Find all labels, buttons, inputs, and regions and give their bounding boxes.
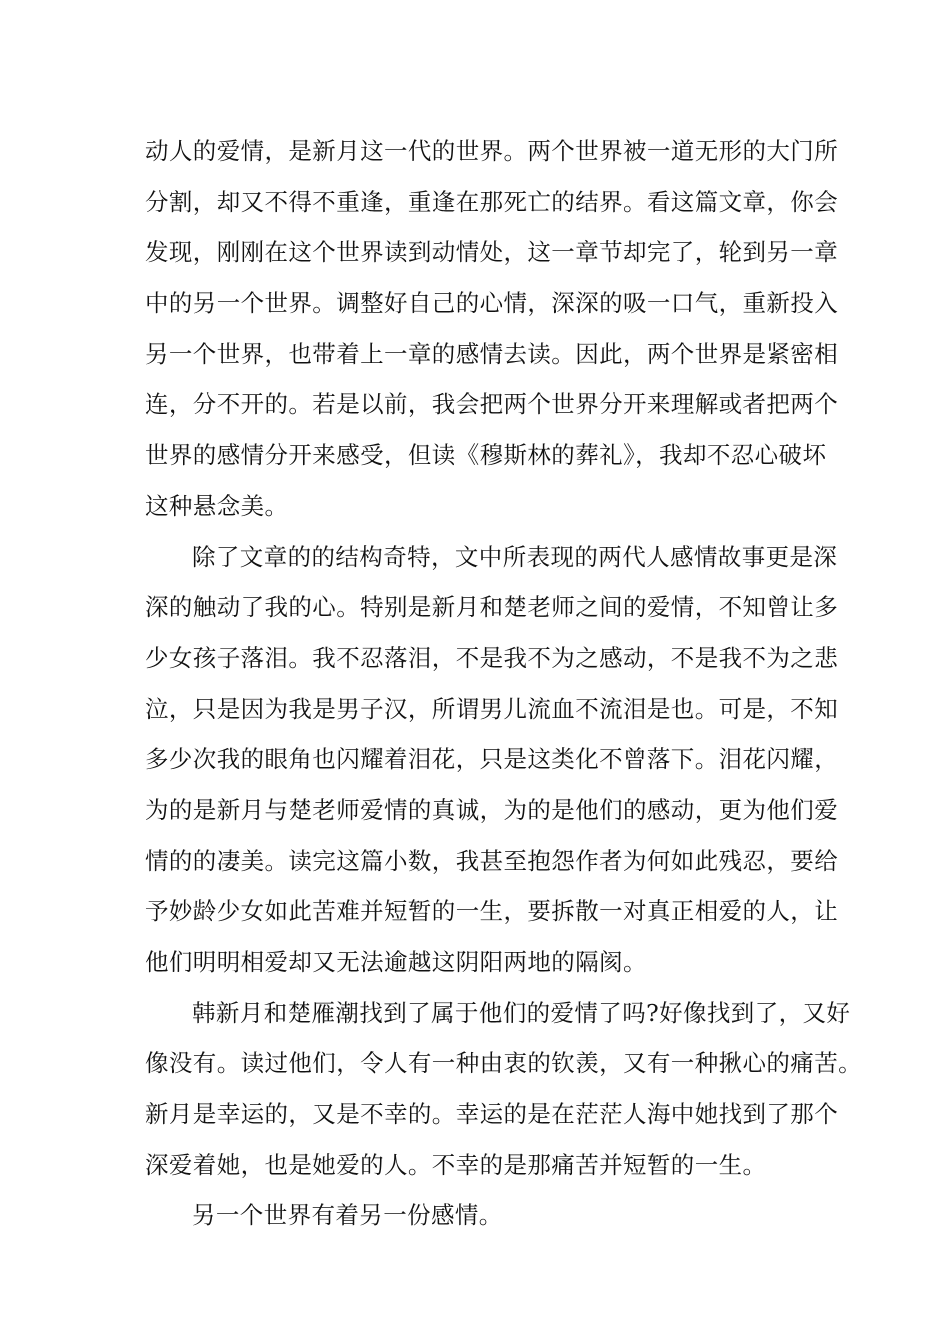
- paragraph-3: [145, 988, 862, 1191]
- text-line: 少女孩子落泪。我不忍落泪，不是我不为之感动，不是我不为之悲: [145, 643, 839, 672]
- text-line: 除了文章的的结构奇特，文中所表现的两代人感情故事更是深: [192, 542, 838, 571]
- text-line: 中的另一个世界。调整好自己的心情，深深的吸一口气，重新投入: [145, 289, 839, 318]
- text-line: 世界的感情分开来感受，但读《穆斯林的葬礼》，我却不忍心破坏: [145, 441, 827, 470]
- text-line: 连，分不开的。若是以前，我会把两个世界分开来理解或者把两个: [145, 390, 839, 419]
- paragraph-1: [145, 126, 839, 532]
- text-line: 发现，刚刚在这个世界读到动情处，这一章节却完了，轮到另一章: [145, 238, 839, 267]
- text-line: 多少次我的眼角也闪耀着泪花，只是这类化不曾落下。泪花闪耀，: [145, 745, 839, 774]
- text-line: 深的触动了我的心。特别是新月和楚老师之间的爱情，不知曾让多: [145, 593, 839, 622]
- text-line: 新月是幸运的，又是不幸的。幸运的是在茫茫人海中她找到了那个: [145, 1100, 839, 1129]
- text-line: 另一个世界，也带着上一章的感情去读。因此，两个世界是紧密相: [145, 339, 839, 368]
- paragraph-4: [145, 1190, 813, 1241]
- text-line: 分割，却又不得不重逢，重逢在那死亡的结界。看这篇文章，你会: [145, 187, 839, 216]
- text-line: 他们明明相爱却又无法逾越这阴阳两地的隔阂。: [145, 948, 647, 976]
- paragraph-2: [145, 532, 839, 988]
- text-line: 像没有。读过他们，令人有一种由衷的钦羡，又有一种揪心的痛苦。: [145, 1049, 862, 1078]
- text-line: 这种悬念美。: [145, 491, 289, 520]
- text-line: 予妙龄少女如此苦难并短暂的一生，要拆散一对真正相爱的人，让: [145, 897, 839, 926]
- article-body: [145, 126, 862, 1241]
- text-line: 动人的爱情，是新月这一代的世界。两个世界被一道无形的大门所: [145, 137, 839, 165]
- text-line: 泣，只是因为我是男子汉，所谓男儿流血不流泪是也。可是，不知: [145, 694, 839, 723]
- text-line: 情的的凄美。读完这篇小数，我甚至抱怨作者为何如此残忍，要给: [145, 846, 839, 875]
- text-line: 深爱着她，也是她爱的人。不幸的是那痛苦并短暂的一生。: [145, 1150, 767, 1179]
- text-line: 为的是新月与楚老师爱情的真诚，为的是他们的感动，更为他们爱: [145, 795, 839, 824]
- text-line: 韩新月和楚雁潮找到了属于他们的爱情了吗?好像找到了，又好: [192, 998, 851, 1027]
- text-line: 另一个世界有着另一份感情。: [192, 1201, 503, 1230]
